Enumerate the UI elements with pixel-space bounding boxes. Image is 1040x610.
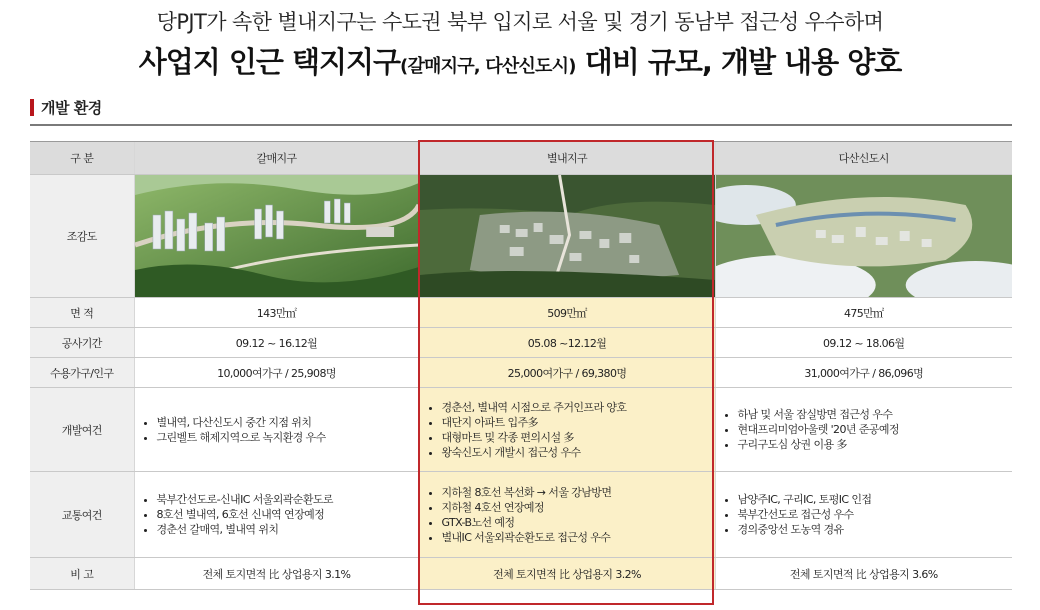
row-label-development: 개발여건 [30,388,134,472]
list-item: • 북부간선도로-신내IC 서울외곽순환도로 [157,492,419,507]
galmae-aerial-image [134,175,419,298]
headline-line2-paren: (갈매지구, 다산신도시) [400,56,576,77]
list-item: • GTX-B노선 예정 [442,515,715,530]
list-item: • 하남 및 서울 잠실방면 접근성 우수 [738,407,1013,422]
byeollae-traffic-list [420,485,715,545]
byeollae-area: 509만㎡ [419,298,715,328]
row-label-households: 수용가구/인구 [30,358,134,388]
row-label-traffic: 교통여건 [30,472,134,558]
table-row-area [30,298,1012,328]
list-item: • 구리구도심 상권 이용 多 [738,437,1013,452]
dasan-note: 전체 토지면적 比 상업용지 3.6% [715,558,1012,590]
table-header-row [30,142,1012,175]
list-item: • 그린벨트 해제지역으로 녹지환경 우수 [157,430,419,445]
dasan-development-list [716,407,1013,452]
dasan-traffic [715,472,1012,558]
table-row-traffic [30,472,1012,558]
list-item: • 대단지 아파트 입주多 [442,415,715,430]
row-label-period: 공사기간 [30,328,134,358]
galmae-development-list [135,415,419,445]
byeollae-note: 전체 토지면적 比 상업용지 3.2% [419,558,715,590]
section-rule [30,124,1012,126]
row-label-note: 비 고 [30,558,134,590]
header-label: 구 분 [30,142,134,175]
byeollae-aerial-image [419,175,715,298]
byeollae-development [419,388,715,472]
headline-line1: 당PJT가 속한 별내지구는 수도권 북부 입지로 서울 및 경기 동남부 접근성 우수하며 [156,10,884,34]
list-item: • 대형마트 및 각종 편의시설 多 [442,430,715,445]
dasan-period: 09.12 ~ 18.06월 [715,328,1012,358]
headline-line2-main: 사업지 인근 택지지구 [138,45,401,79]
table-row-development [30,388,1012,472]
section-header [30,97,102,117]
list-item: • 현대프리미엄아울렛 '20년 준공예정 [738,422,1013,437]
list-item: • 별내역, 다산신도시 중간 지점 위치 [157,415,419,430]
dasan-area: 475만㎡ [715,298,1012,328]
headline-line2-tail: 대비 규모, 개발 내용 양호 [575,45,902,79]
galmae-traffic-list [135,492,419,537]
section-marker [30,99,34,116]
galmae-note: 전체 토지면적 比 상업용지 3.1% [134,558,419,590]
list-item: • 별내IC 서울외곽순환도로 접근성 우수 [442,530,715,545]
table-row-period [30,328,1012,358]
header-dasan: 다산신도시 [715,142,1012,175]
header-byeollae: 별내지구 [419,142,715,175]
dasan-households: 31,000여가구 / 86,096명 [715,358,1012,388]
table-row-photo [30,175,1012,298]
dasan-aerial-image [715,175,1012,298]
list-item: • 남양주IC, 구리IC, 토평IC 인접 [738,492,1013,507]
galmae-development [134,388,419,472]
list-item: • 경춘선, 별내역 시점으로 주거인프라 양호 [442,400,715,415]
table-row-note [30,558,1012,590]
dasan-traffic-list [716,492,1013,537]
galmae-period: 09.12 ~ 16.12월 [134,328,419,358]
galmae-area: 143만㎡ [134,298,419,328]
byeollae-traffic [419,472,715,558]
byeollae-development-list [420,400,715,460]
list-item: • 북부간선도로 접근성 우수 [738,507,1013,522]
row-label-area: 면 적 [30,298,134,328]
galmae-traffic [134,472,419,558]
row-label-photo: 조감도 [30,175,134,298]
table-row-households [30,358,1012,388]
list-item: • 8호선 별내역, 6호선 신내역 연장예정 [157,507,419,522]
dasan-development [715,388,1012,472]
list-item: • 경춘선 갈매역, 별내역 위치 [157,522,419,537]
galmae-households: 10,000여가구 / 25,908명 [134,358,419,388]
headline-line2 [0,40,1040,81]
header-galmae: 갈매지구 [134,142,419,175]
list-item: • 지하철 4호선 연장예정 [442,500,715,515]
development-comparison-table [30,141,1012,590]
list-item: • 경의중앙선 도농역 경유 [738,522,1013,537]
byeollae-households: 25,000여가구 / 69,380명 [419,358,715,388]
section-title: 개발 환경 [41,98,102,117]
list-item: • 지하철 8호선 복선화 → 서울 강남방면 [442,485,715,500]
byeollae-period: 05.08 ~12.12월 [419,328,715,358]
list-item: • 왕숙신도시 개발시 접근성 우수 [442,445,715,460]
